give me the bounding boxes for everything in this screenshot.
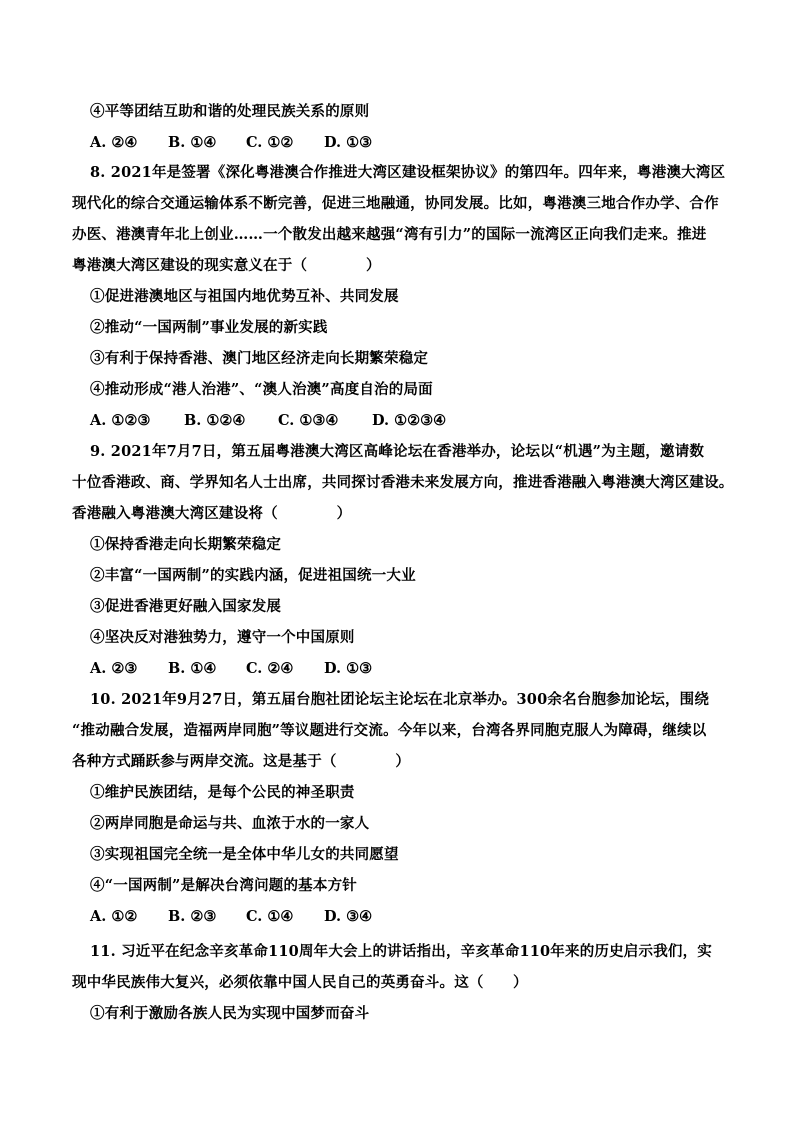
q10-line-3: 各种方式踊跃参与两岸交流。这是基于（ ）	[72, 753, 411, 770]
q9-line-3: 香港融入粤港澳大湾区建设将（ ）	[72, 505, 352, 522]
q10-option-b: B. ②③	[168, 908, 217, 925]
q9-option-c: C. ②④	[246, 660, 294, 677]
prev-item-4: ④平等团结互助和谐的处理民族关系的原则	[90, 103, 370, 120]
q11-line-2: 现中华民族伟大复兴，必须依靠中国人民自己的英勇奋斗。这（ ）	[72, 974, 528, 991]
prev-option-a: A. ②④	[90, 134, 138, 151]
q8-option-b: B. ①②④	[184, 412, 246, 429]
q8-item-3: ③有利于保持香港、澳门地区经济走向长期繁荣稳定	[90, 350, 429, 367]
q10-item-4: ④“一国两制”是解决台湾问题的基本方针	[90, 877, 357, 894]
q9-options	[90, 659, 402, 679]
q9-line-2: 十位香港政、商、学界知名人士出席，共同探讨香港未来发展方向，推进香港融入粤港澳大湾区建设。	[72, 474, 734, 491]
q9-line-1: 9. 2021年7月7日，第五届粤港澳大湾区高峰论坛在香港举办，论坛以“机遇”为主题，邀请数	[90, 443, 705, 460]
q10-item-2: ②两岸同胞是命运与共、血浓于水的一家人	[90, 815, 370, 832]
q10-item-1: ①维护民族团结，是每个公民的神圣职责	[90, 784, 355, 801]
q8-option-d: D. ①②③④	[372, 412, 447, 429]
q10-option-c: C. ①④	[246, 908, 294, 925]
q9-option-a: A. ②③	[90, 660, 138, 677]
q9-item-3: ③促进香港更好融入国家发展	[90, 598, 282, 615]
prev-option-b: B. ①④	[168, 134, 217, 151]
q8-option-a: A. ①②③	[90, 412, 151, 429]
q8-item-1: ①促进港澳地区与祖国内地优势互补、共同发展	[90, 288, 399, 305]
q10-options	[90, 907, 402, 927]
q9-item-2: ②丰富“一国两制”的实践内涵，促进祖国统一大业	[90, 567, 416, 584]
q11-item-1: ①有利于激励各族人民为实现中国梦而奋斗	[90, 1005, 370, 1022]
q11-line-1: 11. 习近平在纪念辛亥革命110周年大会上的讲话指出，辛亥革命110年来的历史启示我们，实	[90, 943, 713, 960]
q8-item-2: ②推动“一国两制”事业发展的新实践	[90, 319, 328, 336]
q8-line-1: 8. 2021年是签署《深化粤港澳合作推进大湾区建设框架协议》的第四年。四年来，粤港澳大湾区	[90, 164, 726, 181]
q9-item-4: ④坚决反对港独势力，遵守一个中国原则	[90, 629, 355, 646]
q8-line-3: 办医、港澳青年北上创业……一个散发出越来越强“湾有引力”的国际一流湾区正向我们走来。推进	[72, 226, 707, 243]
q10-line-1: 10. 2021年9月27日，第五届台胞社团论坛主论坛在北京举办。300余名台胞参加论坛，围绕	[90, 691, 710, 708]
q8-line-4: 粤港澳大湾区建设的现实意义在于（ ）	[72, 257, 381, 274]
q8-item-4: ④推动形成“港人治港”、“澳人治澳”高度自治的局面	[90, 381, 433, 398]
q9-item-1: ①保持香港走向长期繁荣稳定	[90, 536, 282, 553]
q8-line-2: 现代化的综合交通运输体系不断完善，促进三地融通，协同发展。比如，粤港澳三地合作办学、合作	[72, 195, 719, 212]
q10-option-a: A. ①②	[90, 908, 138, 925]
q8-options	[90, 411, 466, 431]
q9-option-d: D. ①③	[324, 660, 373, 677]
prev-options	[90, 133, 402, 153]
q9-option-b: B. ①④	[168, 660, 217, 677]
q8-option-c: C. ①③④	[278, 412, 339, 429]
prev-option-d: D. ①③	[324, 134, 373, 151]
prev-option-c: C. ①②	[246, 134, 294, 151]
q10-option-d: D. ③④	[324, 908, 373, 925]
q10-line-2: “推动融合发展，造福两岸同胞”等议题进行交流。今年以来，台湾各界同胞克服人为障碍，继续以	[72, 722, 707, 739]
q10-item-3: ③实现祖国完全统一是全体中华儿女的共同愿望	[90, 846, 399, 863]
